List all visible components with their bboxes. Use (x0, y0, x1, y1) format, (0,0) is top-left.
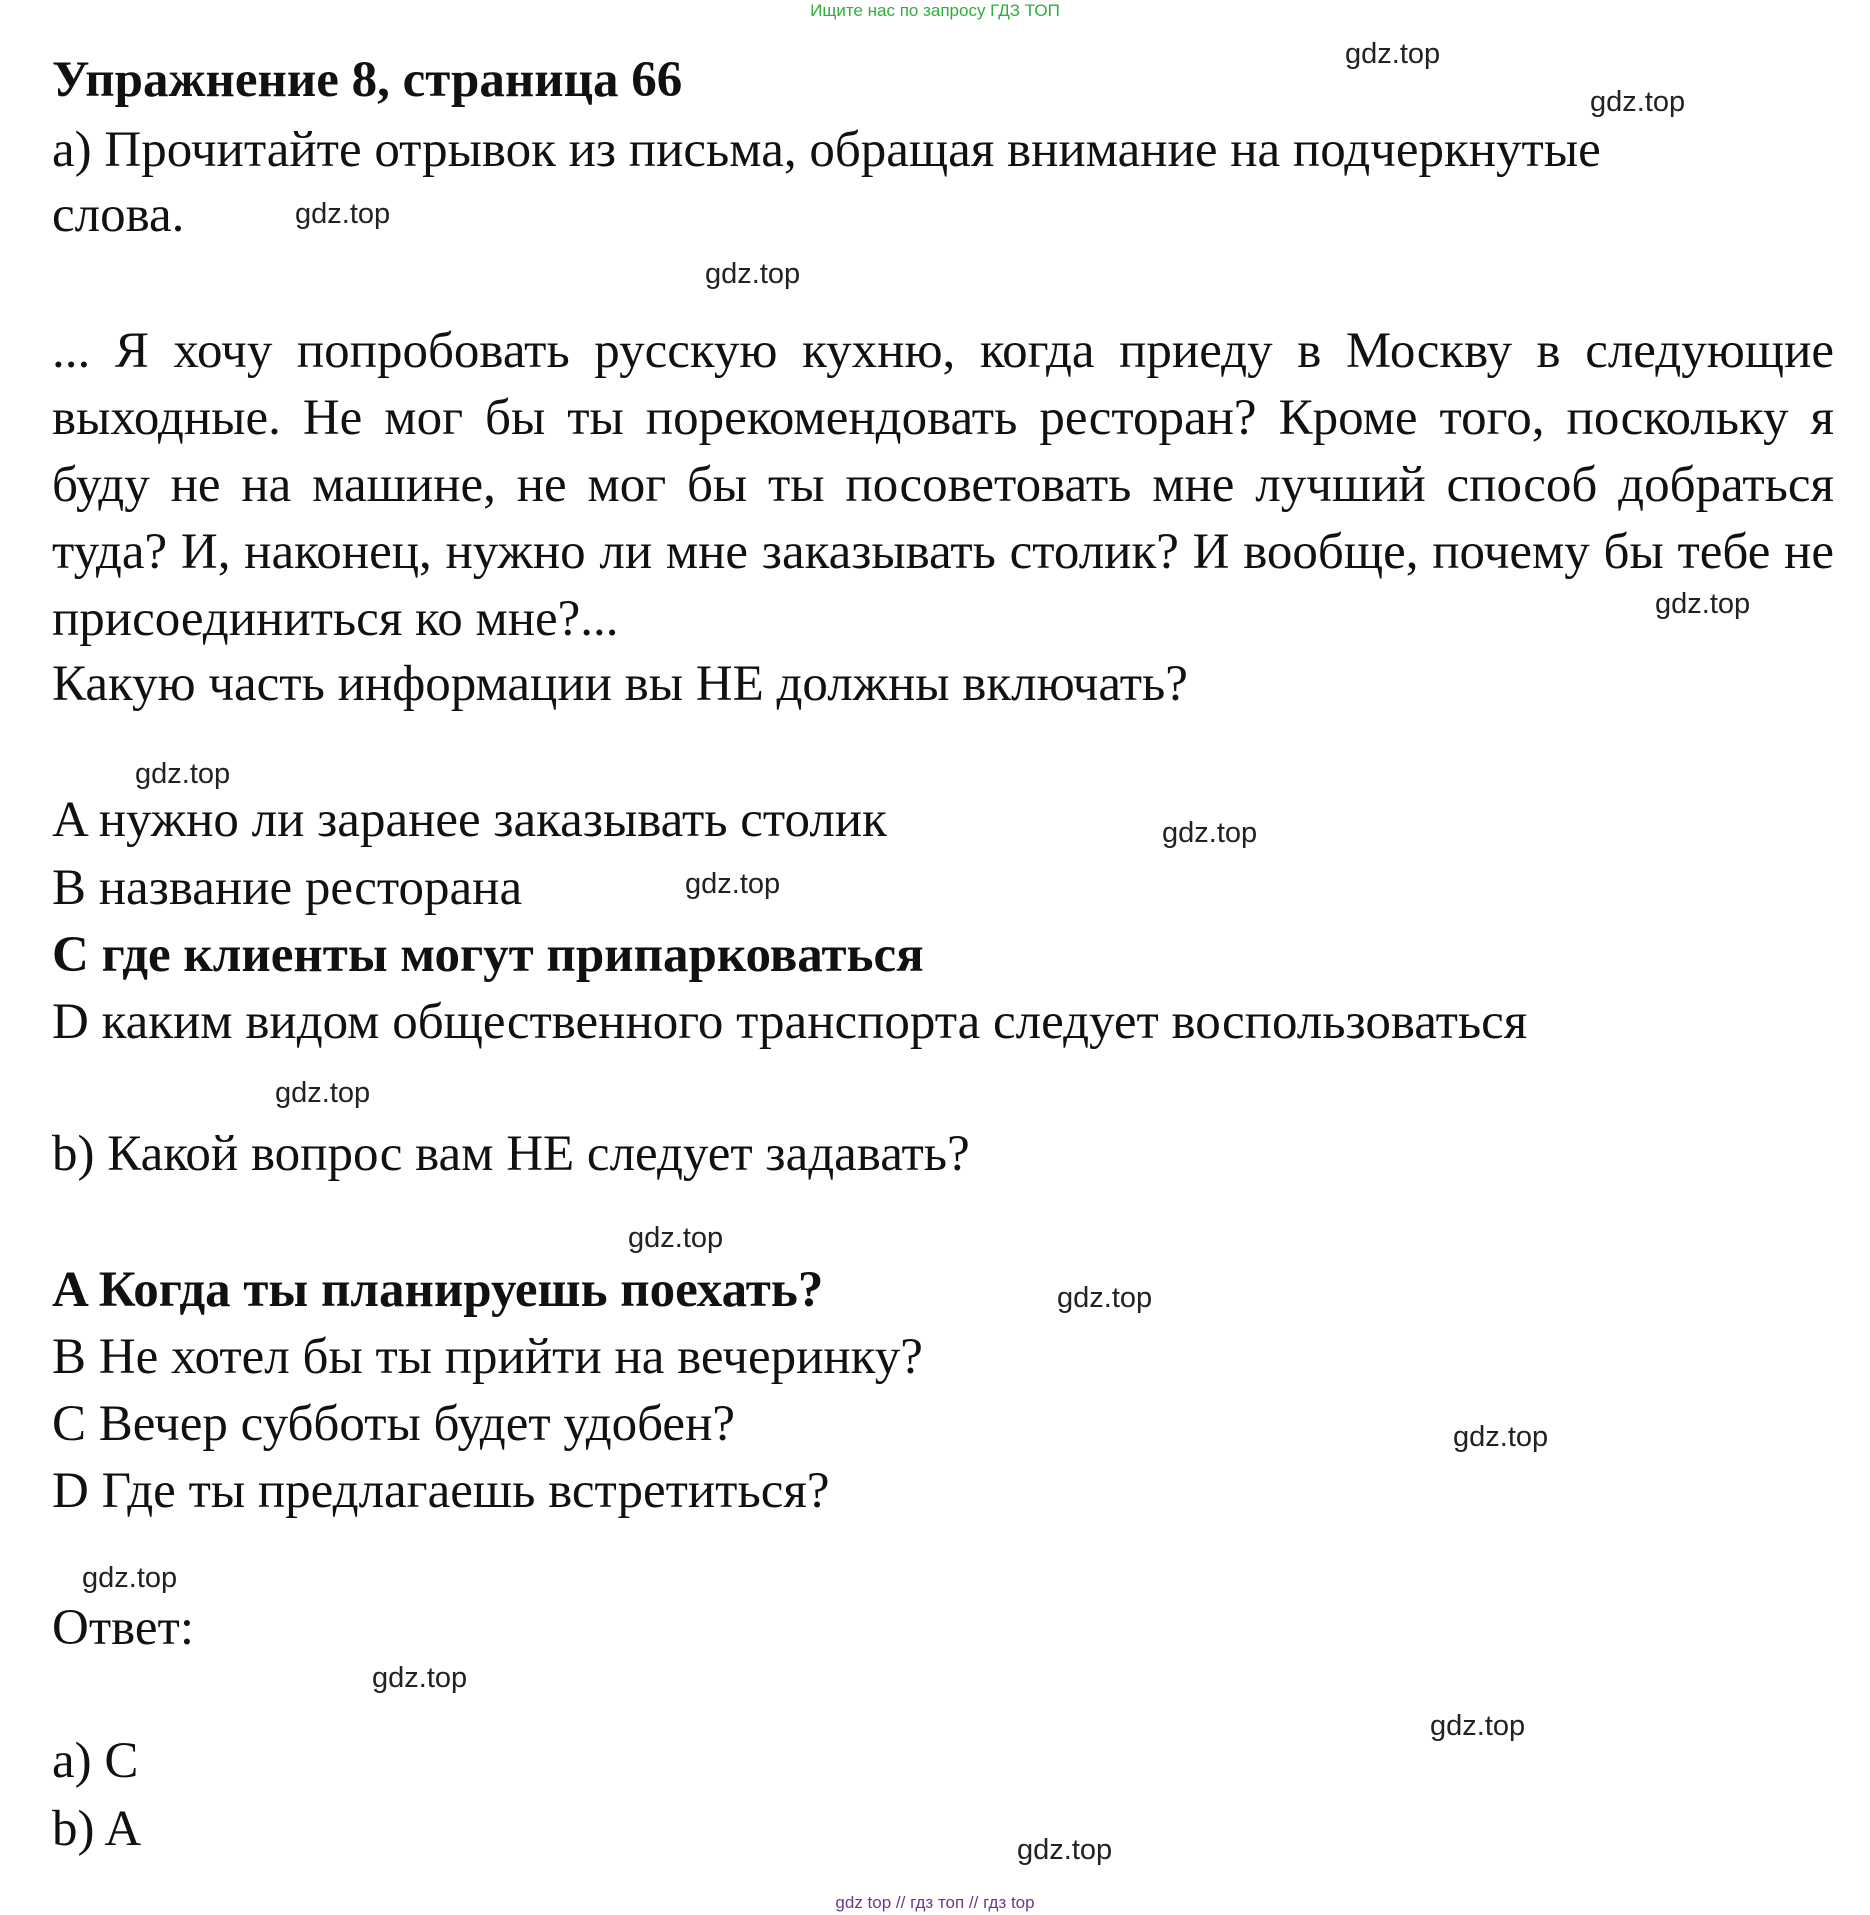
watermark: gdz.top (1057, 1282, 1153, 1314)
watermark: gdz.top (1430, 1710, 1526, 1742)
option-a-c-correct: C где клиенты могут припарковаться (52, 927, 924, 983)
watermark: gdz.top (135, 758, 231, 790)
option-b-c: C Вечер субботы будет удобен? (52, 1396, 735, 1452)
watermark: gdz.top (1655, 588, 1751, 620)
watermark: gdz.top (1453, 1421, 1549, 1453)
watermark: gdz.top (705, 258, 801, 290)
watermark: gdz.top (685, 868, 781, 900)
header-search-hint[interactable]: Ищите нас по запросу ГДЗ ТОП (810, 1, 1060, 20)
watermark: gdz.top (1162, 817, 1258, 849)
task-b-text: b) Какой вопрос вам НЕ следует задавать? (52, 1126, 970, 1182)
answer-b: b) A (52, 1801, 142, 1857)
option-a-b: B название ресторана (52, 860, 523, 916)
answer-a: a) C (52, 1733, 139, 1789)
watermark: gdz.top (1017, 1834, 1113, 1866)
option-b-b: B Не хотел бы ты прийти на вечеринку? (52, 1329, 923, 1385)
watermark: gdz.top (1590, 86, 1686, 118)
task-a-text-continued: слова. (52, 187, 185, 243)
option-b-a-correct: A Когда ты планируешь поехать? (52, 1262, 824, 1318)
task-a-text: a) Прочитайте отрывок из письма, обращая внимание на подчеркнутые (52, 122, 1601, 178)
option-b-d: D Где ты предлагаешь встретиться? (52, 1463, 830, 1519)
option-a-a: A нужно ли заранее заказывать столик (52, 792, 887, 848)
footer-links[interactable]: gdz top // гдз топ // гдз top (835, 1893, 1035, 1912)
watermark: gdz.top (295, 198, 391, 230)
answer-label: Ответ: (52, 1600, 194, 1656)
option-a-d: D каким видом общественного транспорта следует воспользоваться (52, 994, 1528, 1050)
watermark: gdz.top (275, 1077, 371, 1109)
question-a: Какую часть информации вы НЕ должны включать? (52, 656, 1188, 712)
watermark: gdz.top (1345, 38, 1441, 70)
watermark: gdz.top (372, 1662, 468, 1694)
watermark: gdz.top (628, 1222, 724, 1254)
page-title: Упражнение 8, страница 66 (52, 52, 683, 108)
letter-excerpt: ... Я хочу попробовать русскую кухню, когда приеду в Москву в следующие выходные. Не мог бы ты порекомендовать ресторан? Кроме того, поскольку я буду не на машине, не мог бы ты посоветовать мне лучший способ добраться туда? И, наконец, нужно ли мне заказывать столик? И вообще, почему бы тебе не присоединиться ко мне?... (52, 323, 1834, 647)
watermark: gdz.top (82, 1562, 178, 1594)
